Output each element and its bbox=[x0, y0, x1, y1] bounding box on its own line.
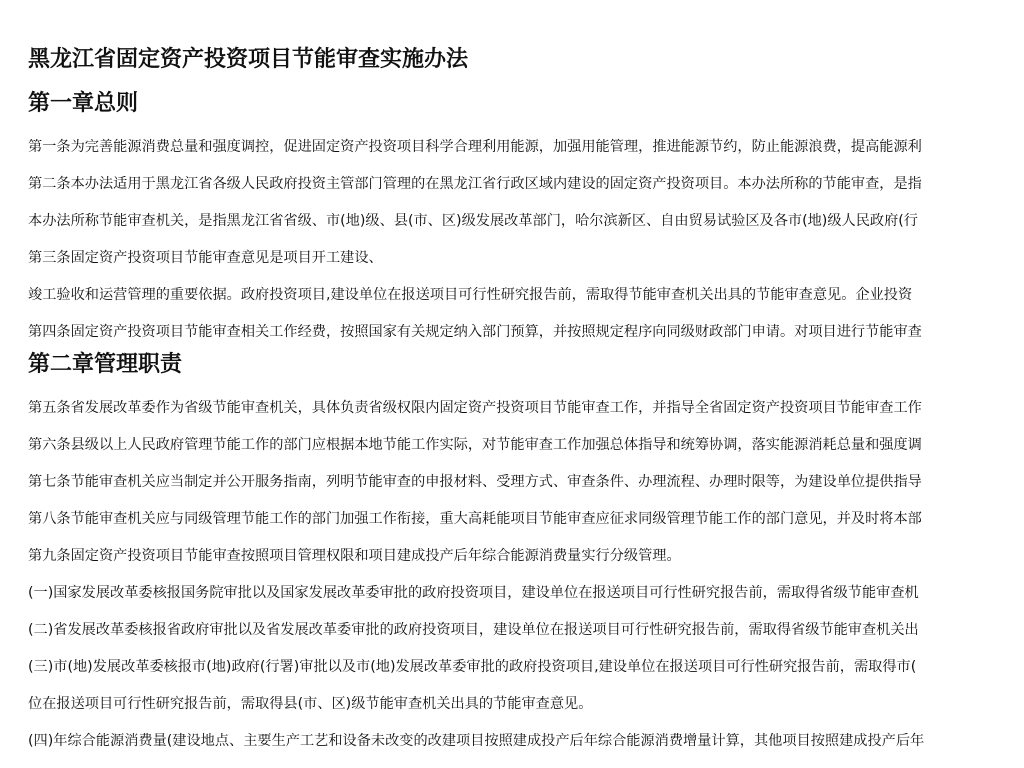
paragraph: (二)省发展改革委核报省政府审批以及省发展改革委审批的政府投资项目，建设单位在报送项目可行性研究报告前，需取得省级节能审查机关出 bbox=[28, 622, 919, 638]
paragraph: (四)年综合能源消费量(建设地点、主要生产工艺和设备未改变的改建项目按照建成投产后年综合能源消费增量计算，其他项目按照建成投产后年 bbox=[28, 733, 925, 749]
paragraph: 第二条本办法适用于黑龙江省各级人民政府投资主管部门管理的在黑龙江省行政区域内建设的固定资产投资项目。本办法所称的节能审查，是指 bbox=[28, 176, 922, 192]
paragraph: 第九条固定资产投资项目节能审查按照项目管理权限和项目建成投产后年综合能源消费量实行分级管理。 bbox=[28, 548, 681, 564]
paragraph: (一)国家发展改革委核报国务院审批以及国家发展改革委审批的政府投资项目，建设单位在报送项目可行性研究报告前，需取得省级节能审查机 bbox=[28, 585, 919, 601]
paragraph: 第七条节能审查机关应当制定并公开服务指南，列明节能审查的申报材料、受理方式、审查条件、办理流程、办理时限等，为建设单位提供指导 bbox=[28, 474, 922, 490]
paragraph: 第五条省发展改革委作为省级节能审查机关，具体负责省级权限内固定资产投资项目节能审查工作，并指导全省固定资产投资项目节能审查工作 bbox=[28, 400, 922, 416]
paragraph: 第八条节能审查机关应与同级管理节能工作的部门加强工作衔接，重大高耗能项目节能审查应征求同级管理节能工作的部门意见，并及时将本部 bbox=[28, 511, 922, 527]
paragraph: 竣工验收和运营管理的重要依据。政府投资项目,建设单位在报送项目可行性研究报告前，需取得节能审查机关出具的节能审查意见。企业投资 bbox=[28, 287, 913, 303]
chapter-heading: 第二章管理职责 bbox=[28, 352, 183, 377]
chapter-heading: 第一章总则 bbox=[28, 91, 139, 116]
paragraph: 本办法所称节能审查机关，是指黑龙江省省级、市(地)级、县(市、区)级发展改革部门，哈尔滨新区、自由贸易试验区及各市(地)级人民政府(行 bbox=[28, 213, 918, 229]
document-title: 黑龙江省固定资产投资项目节能审查实施办法 bbox=[28, 47, 469, 72]
paragraph: 第三条固定资产投资项目节能审查意见是项目开工建设、 bbox=[28, 250, 383, 266]
paragraph: 位在报送项目可行性研究报告前，需取得县(市、区)级节能审查机关出具的节能审查意见。 bbox=[28, 696, 593, 712]
paragraph: 第六条县级以上人民政府管理节能工作的部门应根据本地节能工作实际，对节能审查工作加强总体指导和统筹协调，落实能源消耗总量和强度调 bbox=[28, 437, 922, 453]
paragraph: (三)市(地)发展改革委核报市(地)政府(行署)审批以及市(地)发展改革委审批的政府投资项目,建设单位在报送项目可行性研究报告前，需取得市( bbox=[28, 659, 917, 675]
paragraph: 第一条为完善能源消费总量和强度调控，促进固定资产投资项目科学合理利用能源，加强用能管理，推进能源节约，防止能源浪费，提高能源利 bbox=[28, 139, 922, 155]
paragraph: 第四条固定资产投资项目节能审查相关工作经费，按照国家有关规定纳入部门预算，并按照规定程序向同级财政部门申请。对项目进行节能审查 bbox=[28, 324, 922, 340]
